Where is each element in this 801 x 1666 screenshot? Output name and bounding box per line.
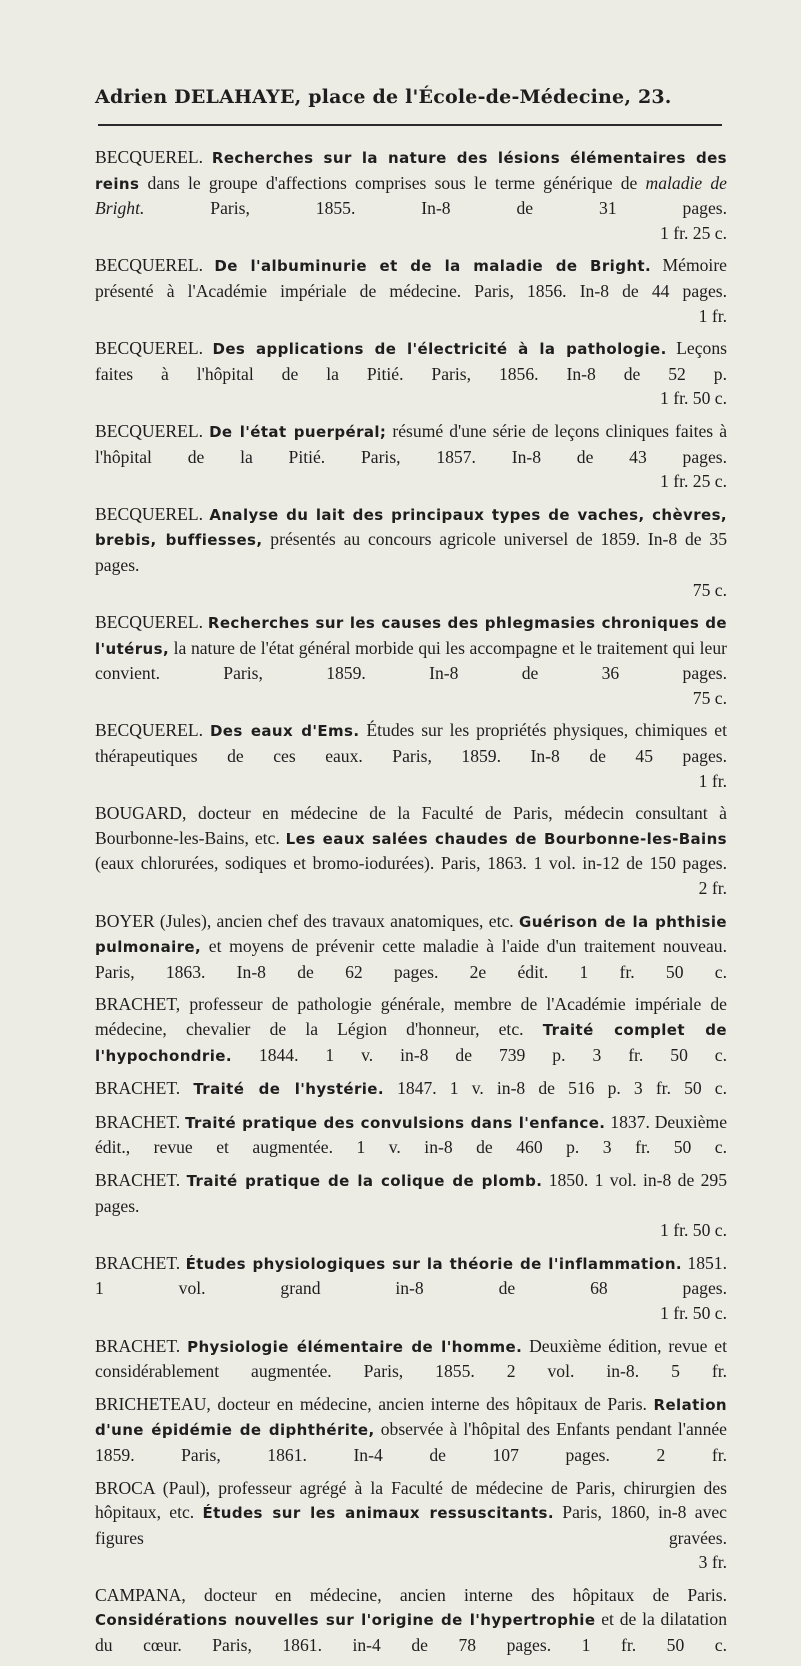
entry-title: Des applications de l'électricité à la pathologie. <box>212 340 667 359</box>
entry-title: Relation d'une épidémie de diphthérite, <box>95 1395 727 1440</box>
entry-author: BECQUEREL. <box>95 503 204 524</box>
entry-price: 1 fr. <box>698 305 727 326</box>
entry-title: De l'albuminurie et de la maladie de Bright. <box>214 257 652 276</box>
entry-title: Traité pratique des convulsions dans l'enfance. <box>185 1113 606 1132</box>
entry-description: Leçons faites à l'hôpital de la Pitié. Paris, 1856. In-8 de 52 p. <box>95 338 727 384</box>
entry-price: 1 fr. <box>698 770 727 791</box>
catalog-entry <box>95 419 727 494</box>
entry-author: BROCA (Paul), <box>95 1477 211 1498</box>
entry-title: Études sur les animaux ressuscitants. <box>202 1504 554 1523</box>
catalog-entry <box>95 992 727 1068</box>
entry-author: BECQUEREL. <box>95 255 204 276</box>
entry-description: 1837. Deuxième édit., revue et augmentée. 1 v. in-8 de 460 p. <box>95 1111 727 1158</box>
entry-author-description: docteur en médecine, ancien interne des hôpitaux de Paris. <box>204 1584 727 1605</box>
entry-description: Paris, 1860, in-8 avec figures gravées. <box>95 1502 727 1548</box>
entry-description: 1850. 1 vol. in-8 de 295 pages. <box>95 1169 728 1216</box>
catalog-entry <box>95 610 727 710</box>
entry-author: BRACHET. <box>95 1252 181 1273</box>
entry-author: BECQUEREL. <box>95 420 204 441</box>
entry-title: Traité de l'hystérie. <box>193 1080 384 1099</box>
entry-title: Des eaux d'Ems. <box>209 722 360 741</box>
catalog-entry <box>95 801 727 900</box>
entry-author: BRACHET. <box>95 1335 181 1356</box>
entry-title: Études physiologiques sur la théorie de l'inflammation. <box>185 1254 683 1273</box>
entry-price: 2 fr. <box>698 878 727 899</box>
entry-title: Guérison de la phthisie pulmonaire, <box>95 912 727 957</box>
catalog-entry <box>95 1168 727 1243</box>
entry-price: 75 c. <box>692 687 727 708</box>
entry-price: 1 fr. 50 c. <box>579 961 727 982</box>
entry-price: 1 fr. 50 c. <box>660 1302 727 1323</box>
entry-price: 3 fr. 50 c. <box>633 1078 727 1099</box>
entry-description: dans le groupe d'affections comprises sous le terme générique de <box>147 172 638 193</box>
catalog-entry <box>95 502 727 602</box>
catalog-entries <box>95 145 727 1666</box>
entry-description: Mémoire présenté à l'Académie impériale de médecine. Paris, 1856. In-8 de 44 pages. <box>95 255 727 301</box>
entry-author: BECQUEREL. <box>95 338 204 359</box>
entry-description-end: Paris, 1855. In-8 de 31 pages. <box>210 198 727 219</box>
entry-author-description: professeur de pathologie générale, membre de l'Académie impériale de médecine, chevalier de la Légion d'honneur, etc. <box>95 994 727 1039</box>
entry-title: Recherches sur la nature des lésions élémentaires des reins <box>95 149 727 193</box>
entry-author-description: professeur agrégé à la Faculté de médecine de Paris, chirurgien des hôpitaux, etc. <box>95 1477 727 1523</box>
entry-description: observée à l'hôpital des Enfants pendant l'année 1859. Paris, 1861. In-4 de 107 pages. <box>95 1419 727 1465</box>
page-header <box>95 86 725 108</box>
entry-title: Traité pratique de la colique de plomb. <box>186 1171 543 1190</box>
entry-author: BRACHET. <box>95 1078 181 1099</box>
entry-description: et moyens de prévenir cette maladie à l'aide d'un traitement nouveau. Paris, 1863. In-8 de 62 pages. 2e édit. <box>95 936 727 982</box>
publisher-line: Adrien DELAHAYE, place de l'École-de-Médecine, 23. <box>95 86 672 108</box>
entry-author-description: ancien chef des travaux anatomiques, etc. <box>216 910 514 931</box>
entry-author: BRACHET. <box>95 1169 181 1190</box>
entry-description: 1844. 1 v. in-8 de 739 p. <box>258 1044 566 1065</box>
entry-description: Études sur les propriétés physiques, chimiques et thérapeutiques de ces eaux. Paris, 1859. In-8 de 45 pages. <box>95 720 727 767</box>
catalog-entry <box>95 1392 727 1468</box>
catalog-entry <box>95 1476 727 1575</box>
entry-description-italic: maladie de Bright. <box>95 172 727 219</box>
entry-author-description: docteur en médecine de la Faculté de Paris, médecin consultant à Bourbonne-les-Bains, etc. <box>95 803 727 848</box>
entry-author: BECQUEREL. <box>95 720 204 741</box>
entry-description: et de la dilatation du cœur. Paris, 1861. in-4 de 78 pages. <box>95 1609 727 1656</box>
catalog-entry <box>95 1583 727 1658</box>
entry-author-description: docteur en médecine, ancien interne des hôpitaux de Paris. <box>217 1393 647 1414</box>
catalog-entry <box>95 1251 727 1326</box>
entry-description: présentés au concours agricole universel de 1859. In-8 de 35 pages. <box>95 529 727 575</box>
entry-title: Les eaux salées chaudes de Bourbonne-les-Bains <box>285 829 727 848</box>
entry-author: CAMPANA, <box>95 1584 186 1605</box>
entry-title: Considérations nouvelles sur l'origine de l'hypertrophie <box>95 1611 596 1630</box>
entry-price: 2 fr. <box>656 1444 728 1465</box>
entry-author: BOYER (Jules), <box>95 910 212 931</box>
entry-price: 3 fr. 50 c. <box>592 1044 728 1065</box>
entry-author: BRACHET. <box>95 1111 181 1132</box>
catalog-entry <box>95 909 727 985</box>
entry-price: 75 c. <box>692 579 727 600</box>
entry-title: Physiologie élémentaire de l'homme. <box>187 1337 523 1356</box>
entry-price: 3 fr. 50 c. <box>602 1137 727 1158</box>
catalog-entry <box>95 1076 727 1102</box>
entry-author: BECQUEREL. <box>95 612 204 633</box>
entry-description: (eaux chlorurées, sodiques et bromo-iodurées). Paris, 1863. 1 vol. in-12 de 150 pages. <box>95 853 727 874</box>
entry-author: BECQUEREL. <box>95 147 204 167</box>
header-rule <box>98 124 722 126</box>
entry-price: 1 fr. 50 c. <box>581 1635 727 1656</box>
catalog-entry <box>95 1334 727 1384</box>
catalog-entry <box>95 1110 727 1160</box>
entry-price: 1 fr. 50 c. <box>660 388 727 409</box>
entry-price: 1 fr. 25 c. <box>660 222 727 243</box>
entry-title: Analyse du lait des principaux types de vaches, chèvres, brebis, buffiesses, <box>95 505 728 550</box>
entry-title: De l'état puerpéral; <box>209 422 387 441</box>
entry-title: Recherches sur les causes des phlegmasies chroniques de l'utérus, <box>95 614 727 658</box>
catalog-entry <box>95 718 727 793</box>
entry-description: la nature de l'état général morbide qui les accompagne et le traitement qui leur convient. Paris, 1859. In-8 de 36 pages. <box>95 637 727 684</box>
entry-author: BOUGARD, <box>95 803 187 824</box>
entry-price: 3 fr. <box>698 1552 727 1573</box>
entry-description: 1847. 1 v. in-8 de 516 p. <box>397 1078 621 1099</box>
entry-price: 1 fr. 25 c. <box>660 471 727 492</box>
entry-description: Deuxième édition, revue et considérablement augmentée. Paris, 1855. 2 vol. in-8. <box>95 1335 727 1382</box>
catalog-entry <box>95 336 727 411</box>
entry-author: BRICHETEAU, <box>95 1393 211 1414</box>
catalog-entry <box>95 145 727 245</box>
entry-price: 1 fr. 50 c. <box>660 1220 727 1241</box>
entry-price: 5 fr. <box>671 1361 728 1382</box>
entry-title: Traité complet de l'hypochondrie. <box>95 1021 728 1065</box>
entry-description: résumé d'une série de leçons cliniques faites à l'hôpital de la Pitié. Paris, 1857. In-8 de 43 pages. <box>95 420 728 467</box>
entry-description: 1851. 1 vol. grand in-8 de 68 pages. <box>95 1252 727 1299</box>
entry-author: BRACHET, <box>95 994 181 1015</box>
catalog-entry <box>95 253 727 328</box>
